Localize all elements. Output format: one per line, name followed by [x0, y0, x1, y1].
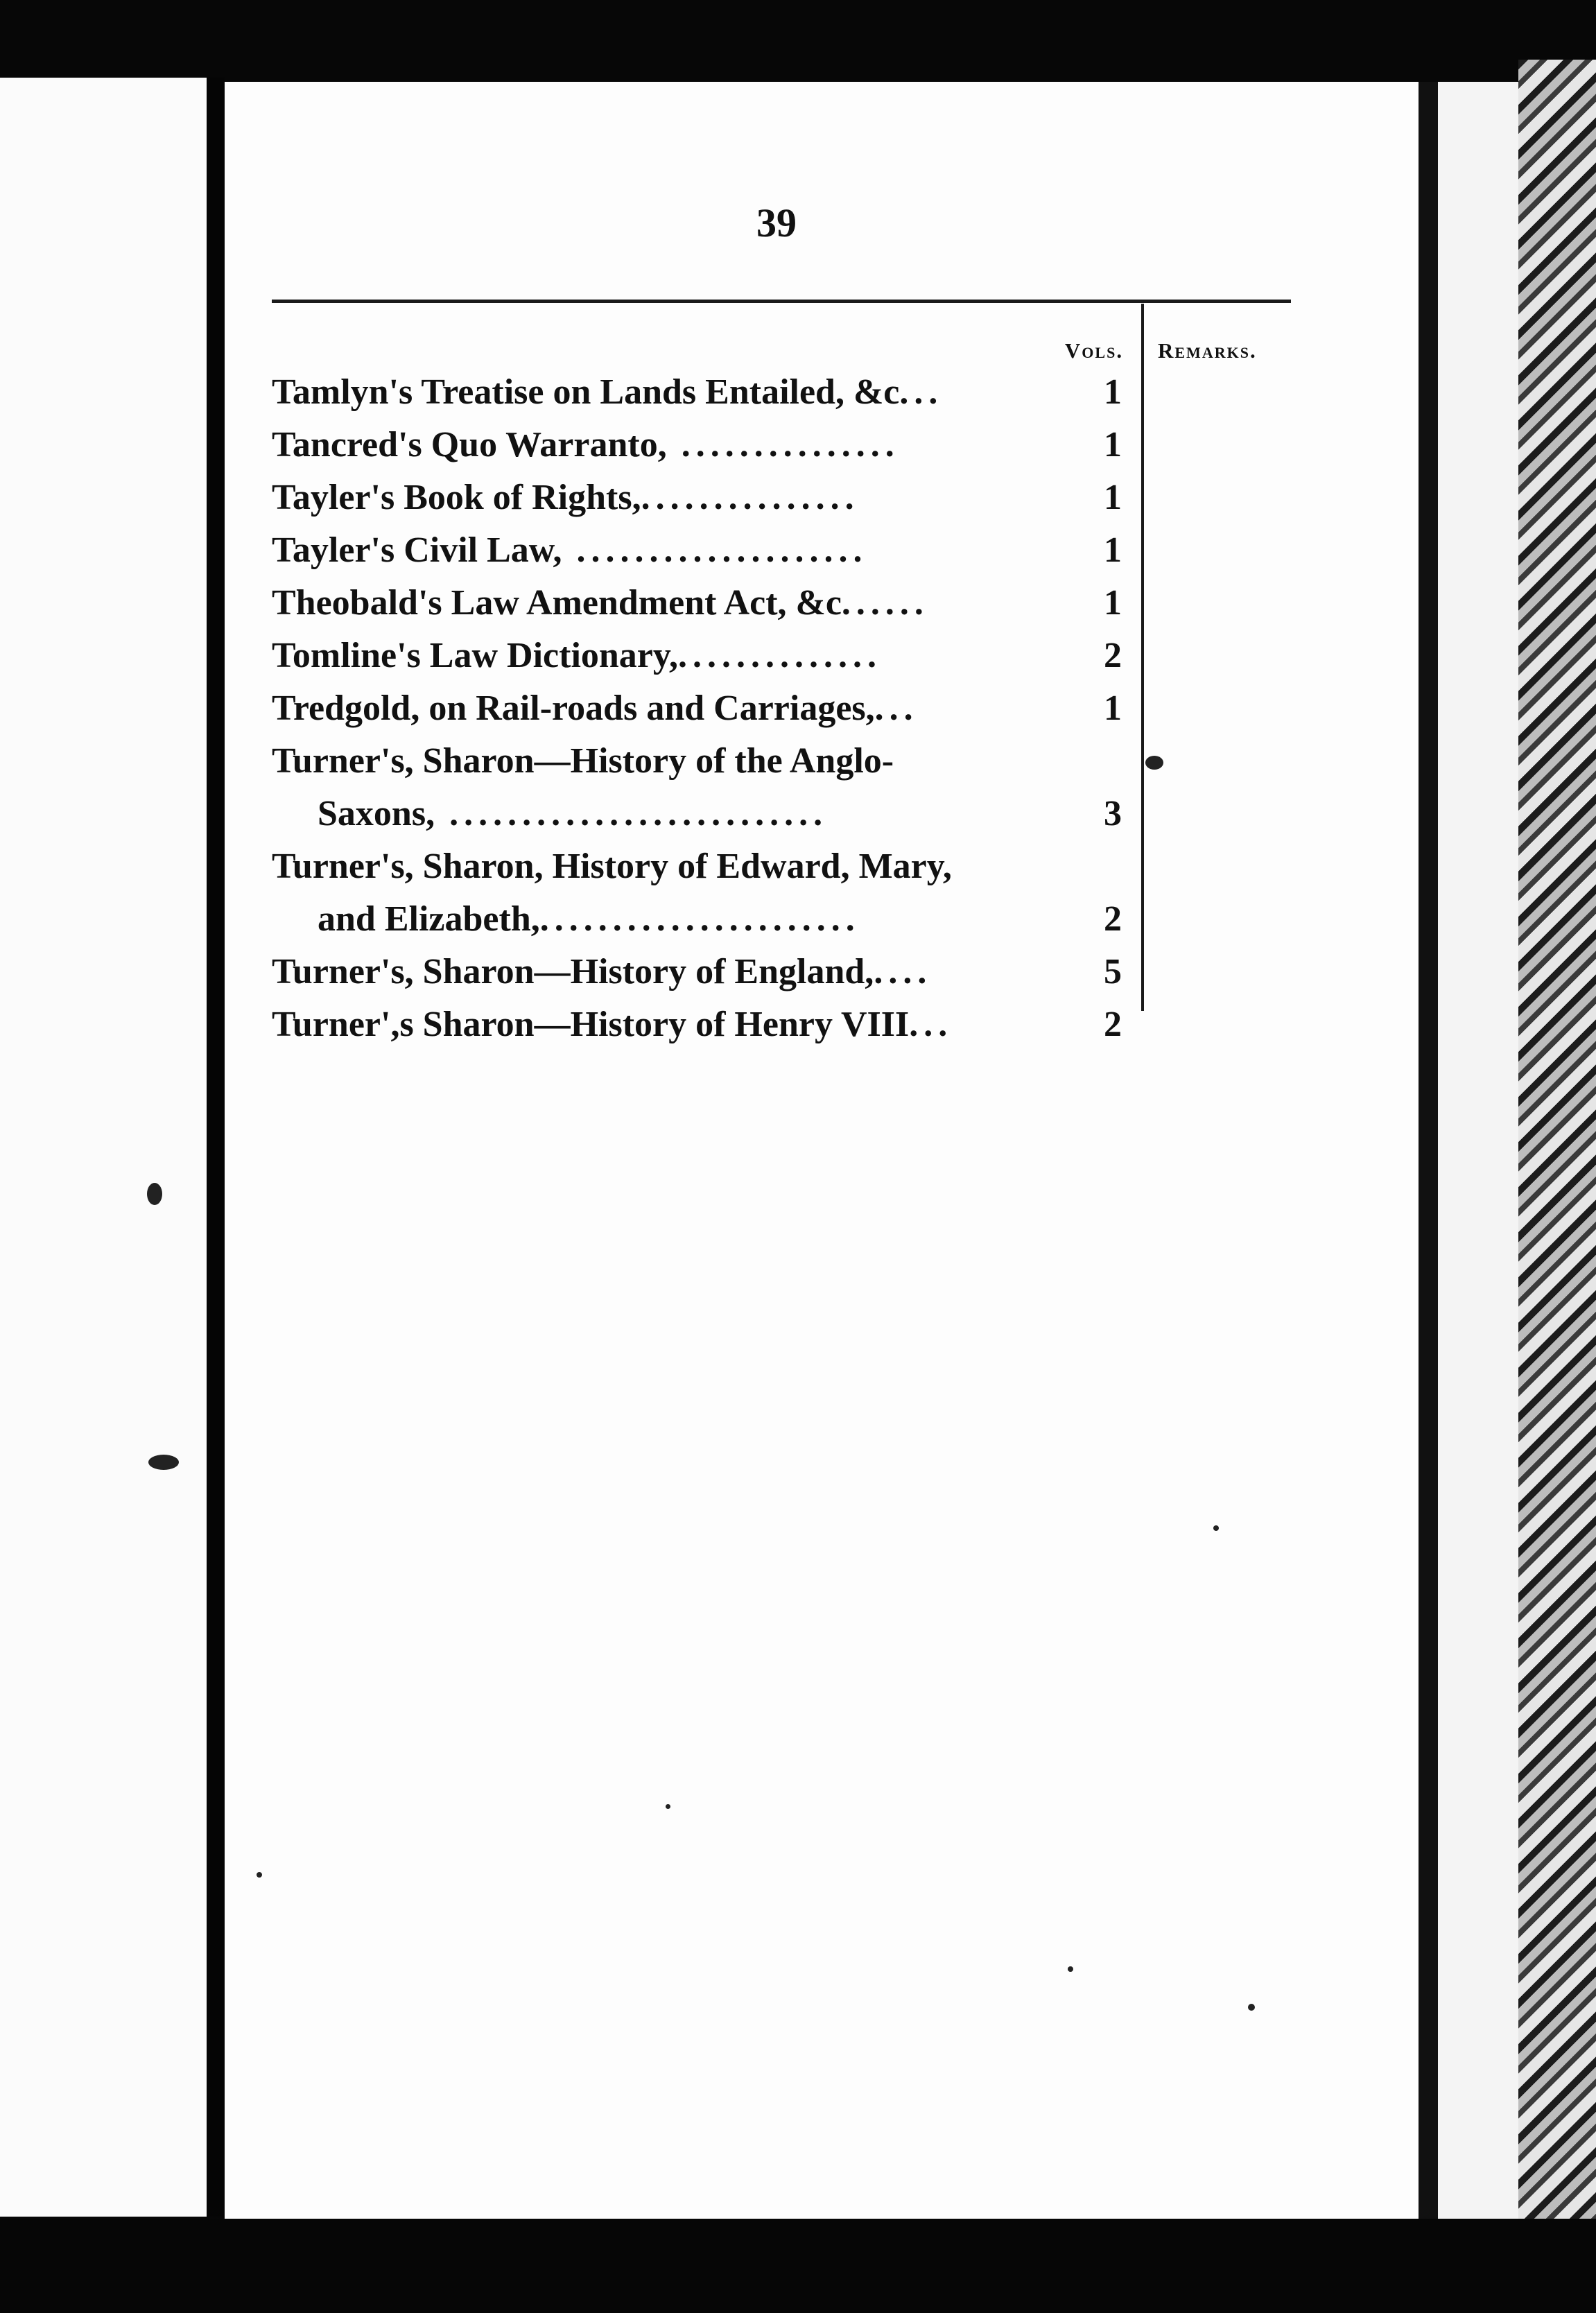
entry-vols: 5: [1104, 952, 1122, 991]
page-number: 39: [756, 200, 797, 245]
page-edge: [1419, 82, 1438, 2219]
entry-row: [272, 577, 1055, 630]
entry-row: [272, 366, 1055, 419]
entry-row: [272, 998, 1055, 1051]
speck: [666, 1804, 670, 1809]
entry-continuation: [318, 788, 1055, 840]
entry-vols: 1: [1104, 478, 1122, 517]
facing-page: [0, 78, 207, 2217]
entry-title: Turner's, Sharon—History of England,: [272, 952, 874, 991]
entry-continuation-text: Saxons,: [318, 794, 435, 833]
entry-vols: 1: [1104, 530, 1122, 570]
entry-row: [272, 419, 1055, 471]
entry-leader: ...............: [641, 478, 860, 517]
entry-row: [272, 630, 1055, 682]
header-rule: [272, 300, 1291, 303]
entry-row: [272, 840, 1055, 893]
entry-vols: 3: [1104, 794, 1122, 833]
speck: [257, 1872, 262, 1878]
entry-leader: ..........................: [435, 794, 829, 833]
marbled-endpaper: [1518, 60, 1596, 2244]
entry-continuation-text: and Elizabeth,: [318, 899, 540, 939]
entry-leader: ..............: [678, 636, 883, 675]
ink-blot: [148, 1455, 179, 1470]
entry-vols: 1: [1104, 688, 1122, 728]
entry-title: Tamlyn's Treatise on Lands Entailed, &c: [272, 372, 900, 412]
speck: [1068, 1966, 1073, 1972]
entry-row: [272, 524, 1055, 577]
book-gutter: [207, 78, 225, 2217]
next-page-edge: [1438, 82, 1518, 2219]
speck: [1213, 1525, 1219, 1531]
entry-row: [272, 682, 1055, 735]
entry-title: Turner's, Sharon, History of Edward, Mary,: [272, 847, 952, 886]
entry-vols: 1: [1104, 425, 1122, 465]
entry-title: Turner's, Sharon—History of the Anglo-: [272, 741, 894, 781]
entry-vols: 2: [1104, 899, 1122, 939]
entry-title: Tancred's Quo Warranto,: [272, 425, 667, 465]
entry-leader: ......................: [539, 899, 860, 939]
ink-blot: [147, 1183, 162, 1205]
entry-vols: 1: [1104, 583, 1122, 623]
entry-title: Tomline's Law Dictionary,: [272, 636, 679, 675]
ink-blot: [1145, 756, 1163, 770]
entry-row: [272, 471, 1055, 524]
remarks-column-header: Remarks.: [1158, 338, 1257, 363]
entry-leader: ...: [899, 372, 944, 412]
entry-row: [272, 735, 1055, 788]
entry-vols: 1: [1104, 372, 1122, 412]
entry-title: Theobald's Law Amendment Act, &c: [272, 583, 842, 623]
entry-leader: ....................: [562, 530, 868, 570]
entry-leader: ......: [841, 583, 929, 623]
entry-title: Tayler's Civil Law,: [272, 530, 562, 570]
entry-leader: ....: [874, 952, 933, 991]
scan-border: [0, 2219, 1596, 2313]
entry-vols: 2: [1104, 636, 1122, 675]
entry-vols: 2: [1104, 1005, 1122, 1044]
entry-title: Turner',s Sharon—History of Henry VIII: [272, 1005, 910, 1044]
entry-title: Tredgold, on Rail-roads and Carriages,: [272, 688, 875, 728]
entry-title: Tayler's Book of Rights,: [272, 478, 641, 517]
vols-column-header: Vols.: [1064, 338, 1124, 363]
entry-leader: ...: [909, 1005, 953, 1044]
speck: [1248, 2004, 1255, 2011]
entry-row: [272, 946, 1055, 998]
entry-continuation: [318, 893, 1055, 946]
entry-leader: ...............: [666, 425, 900, 465]
entry-leader: ...: [874, 688, 919, 728]
